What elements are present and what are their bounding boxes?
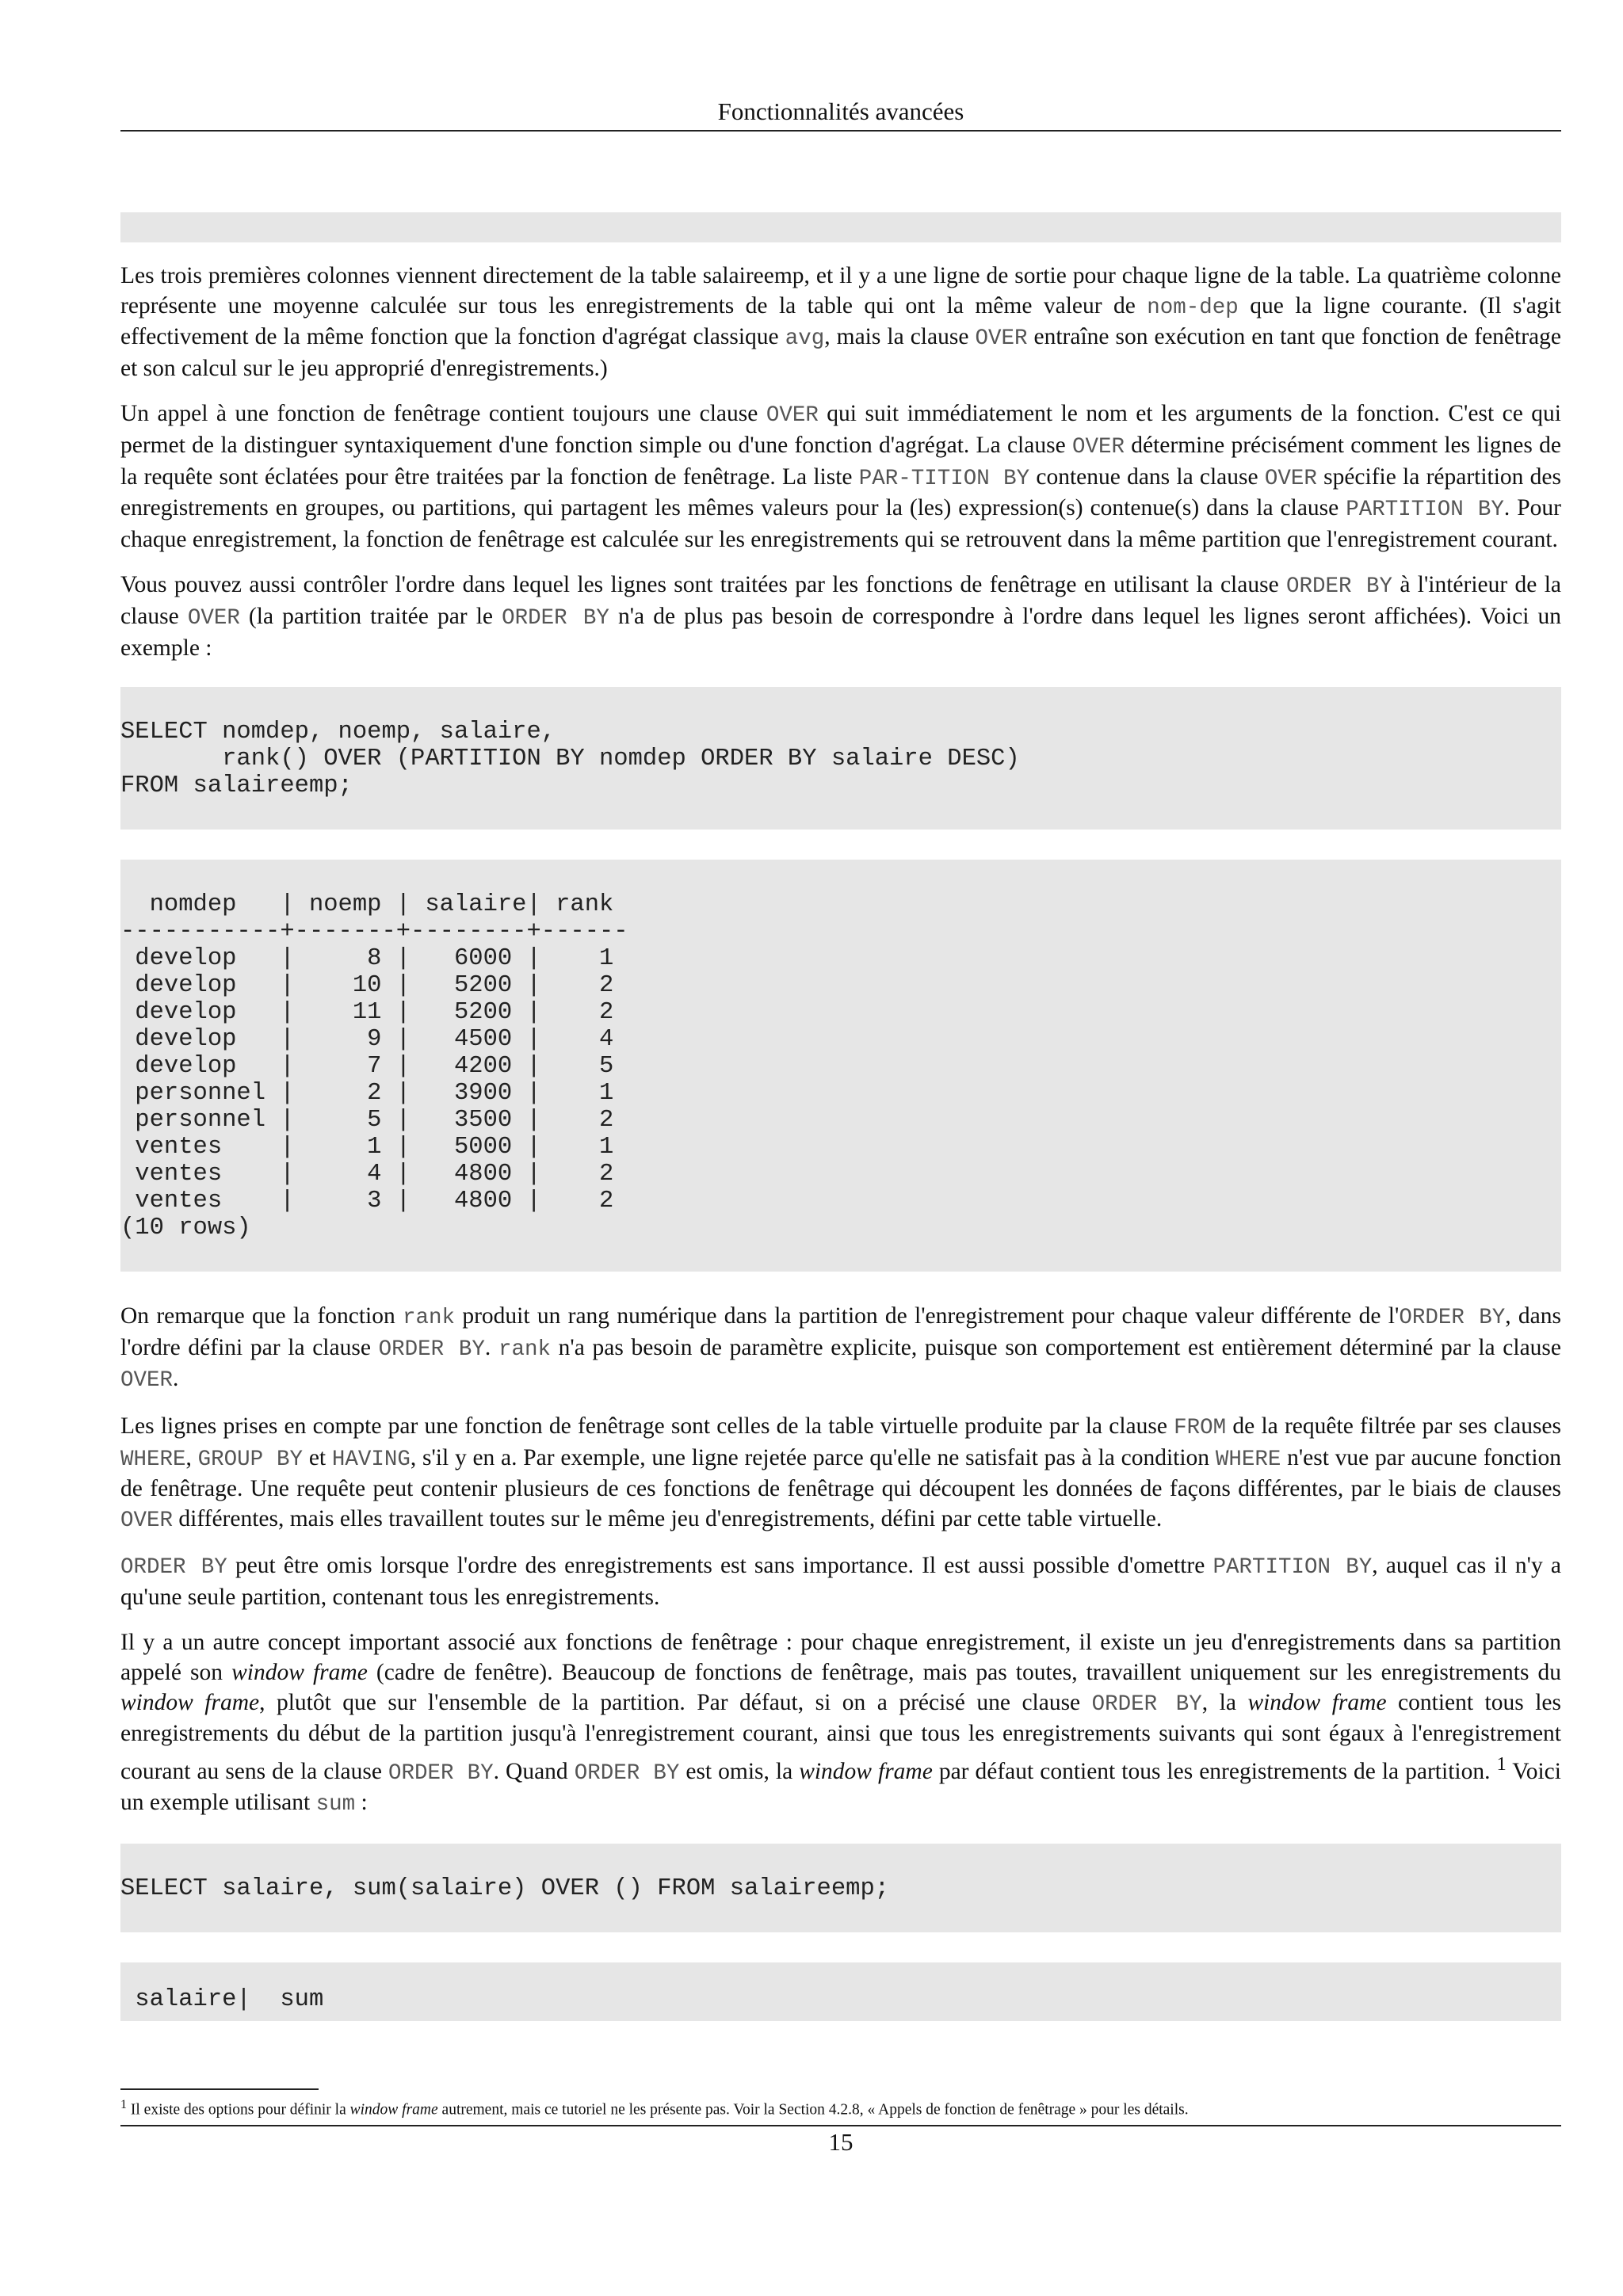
inline-code: ORDER BY [1286,574,1392,600]
inline-code: WHERE [120,1447,186,1472]
footnote-ref[interactable]: 1 [1496,1753,1507,1775]
footnote-divider [120,2088,319,2090]
page-content [120,212,1561,2021]
inline-code: PAR-TITION BY [858,466,1030,491]
paragraph-columns-explanation: Les trois premières colonnes viennent directement de la table salaireemp, et il y a une ligne de sortie pour chaque ligne de la table. La quatrième colonne représente une moyenne calculée sur tous les enregistrements de la table qui ont la même valeur de nom-dep que la ligne courante. (Il s'agit effectivement de la même fonction que la fonction d'agrégat classique avg, mais la clause OVER entraîne son exécution en tant que fonction de fenêtrage et son calcul sur le jeu approprié d'enregistrements.) [120,263,1562,381]
inline-code: ORDER BY [1399,1306,1506,1331]
inline-code: GROUP BY [197,1447,304,1472]
inline-code: OVER [1264,466,1317,491]
inline-code: OVER [766,403,819,429]
inline-code: FROM [1174,1415,1227,1440]
code-block-rank-result: nomdep | noemp | salaire| rank -----------+-------+--------+------ develop | 8 | 6000 | 1 develop | 10 | 5200 | 2 develop | 11 | 5200 | 2 develop | 9 | 4500 | 4 develop | 7 | 4200 | 5 personnel | 2 | 3900 | 1 personnel | 5 | 3500 | 2 ventes | 1 | 5000 | 1 ventes | 4 | 4800 | 2 ventes | 3 | 4800 | 2 (10 rows) [120,860,1561,1272]
inline-code: ORDER BY [378,1337,485,1362]
inline-code: HAVING [331,1447,411,1472]
running-header: Fonctionnalités avancées [120,95,1561,132]
paragraph-over-clause: Un appel à une fonction de fenêtrage contient toujours une clause OVER qui suit immédiatement le nom et les arguments de la fonction. C'est ce qui permet de la distinguer syntaxiquement d'une fonction simple ou d'une fonction d'agrégat. La clause OVER détermine précisément comment les lignes de la requête sont éclatées pour être traitées par la fonction de fenêtrage. La liste PAR-TITION BY contenue dans la clause OVER spécifie la répartition des enregistrements en groupes, ou partitions, qui partagent les mêmes valeurs pour la (les) expression(s) contenue(s) dans la clause PARTITION BY. Pour chaque enregistrement, la fonction de fenêtrage est calculée sur les enregistrements qui se retrouvent dans la même partition que l'enregistrement courant. [120,401,1561,552]
inline-code: OVER [120,1368,174,1394]
inline-code: ORDER BY [1091,1691,1202,1717]
code-block-sum-result: salaire| sum [120,1962,1561,2021]
code-block-continuation [120,212,1561,242]
inline-code: ORDER BY [574,1760,680,1786]
page-number: 15 [828,2128,854,2156]
inline-code: rank [403,1306,456,1331]
inline-code: rank [498,1337,551,1362]
inline-code: OVER [1071,434,1125,460]
document-page [120,0,1561,2296]
paragraph-window-frame: Il y a un autre concept important associé aux fonctions de fenêtrage : pour chaque enregistrement, il existe un jeu d'enregistrements dans sa partition appelé son window frame (cadre de fenêtre). Beaucoup de fonctions de fenêtrage, mais pas toutes, travaillent uniquement sur les enregistrements du window frame, plutôt que sur l'ensemble de la partition. Par défaut, si on a précisé une clause ORDER BY, la window frame contient tous les enregistrements du début de la partition jusqu'à l'enregistrement courant, ainsi que tous les enregistrements suivants qui sont égaux à l'enregistrement courant au sens de la clause ORDER BY. Quand ORDER BY est omis, la window frame par défaut contient tous les enregistrements de la partition. $^1$ Voici un exemple utilisant sum : [120,1630,1561,1817]
paragraph-omit-clauses: ORDER BY peut être omis lorsque l'ordre des enregistrements est sans importance. Il est aussi possible d'omettre PARTITION BY, auquel cas il n'y a qu'une seule partition, contenant tous les enregistrements. [120,1553,1561,1610]
inline-code: ORDER BY [120,1555,227,1581]
inline-code: ORDER BY [388,1760,494,1786]
footnote: $^1$ Il existe des options pour définir la window frame autrement, mais ce tutoriel ne les présente pas. Voir la Section 4.2.8, « Appels de fonction de fenêtrage » pour les détails. [120,2098,1189,2119]
inline-code: OVER [975,326,1028,352]
paragraph-virtual-table: Les lignes prises en compte par une fonction de fenêtrage sont celles de la table virtuelle produite par la clause FROM de la requête filtrée par ses clauses WHERE, GROUP BY et HAVING, s'il y en a. Par exemple, une ligne rejetée parce qu'elle ne satisfait pas à la condition WHERE n'est vue par aucune fonction de fenêtrage. Une requête peut contenir plusieurs de ces fonctions de fenêtrage qui découpent les données de façons différentes, par le biais de clauses OVER différentes, mais elles travaillent toutes sur le même jeu d'enregistrements, défini par cette table virtuelle. [120,1413,1562,1533]
inline-code: WHERE [1215,1447,1281,1472]
inline-code: PARTITION BY [1212,1555,1373,1581]
inline-code: nom-dep [1147,295,1239,320]
paragraph-rank: On remarque que la fonction rank produit un rang numérique dans la partition de l'enregistrement pour chaque valeur différente de l'ORDER BY, dans l'ordre défini par la clause ORDER BY. rank n'a pas besoin de paramètre explicite, puisque son comportement est entièrement déterminé par la clause OVER. [120,1303,1561,1394]
inline-code: OVER [120,1508,174,1533]
inline-code: PARTITION BY [1346,498,1504,523]
inline-code: avg [785,326,825,352]
inline-code: sum [315,1792,356,1817]
code-block-rank-query: SELECT nomdep, noemp, salaire, rank() OVER (PARTITION BY nomdep ORDER BY salaire DESC) FROM salaireemp; [120,687,1561,830]
code-block-sum-query: SELECT salaire, sum(salaire) OVER () FROM salaireemp; [120,1844,1561,1932]
paragraph-order-by: Vous pouvez aussi contrôler l'ordre dans lequel les lignes sont traitées par les fonctions de fenêtrage en utilisant la clause ORDER BY à l'intérieur de la clause OVER (la partition traitée par le ORDER BY n'a de plus pas besoin de correspondre à l'ordre dans lequel les lignes seront affichées). Voici un exemple : [120,572,1561,661]
inline-code: OVER [187,605,240,631]
inline-code: ORDER BY [502,605,609,631]
